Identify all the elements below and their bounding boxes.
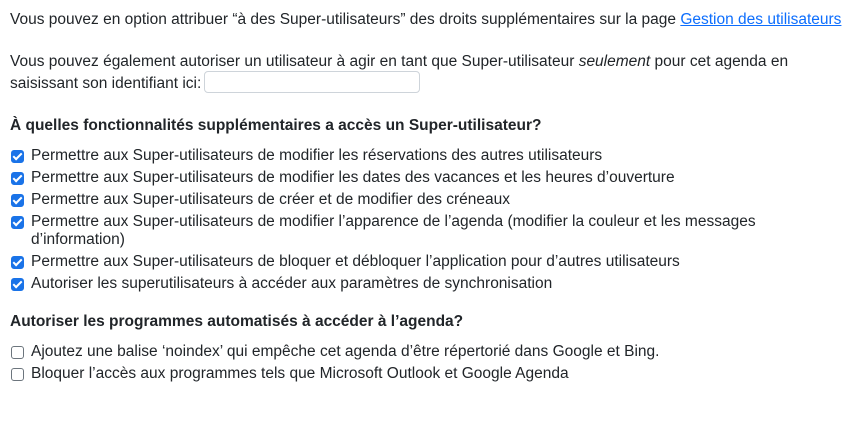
feature-option-lock-app[interactable] <box>10 253 847 271</box>
feature-option-sync-settings[interactable] <box>10 275 847 293</box>
features-heading: À quelles fonctionnalités supplémentaires a accès un Super-utilisateur? <box>10 117 542 134</box>
feature-label-edit-slots: Permettre aux Super-utilisateurs de créer et de modifier des créneaux <box>31 191 511 208</box>
feature-option-edit-appearance[interactable] <box>10 213 847 249</box>
intro-paragraph <box>10 9 847 31</box>
identifier-emphasis: seulement <box>578 53 651 70</box>
feature-option-edit-bookings[interactable] <box>10 147 847 165</box>
identifier-text-before: Vous pouvez également autoriser un utilisateur à agir en tant que Super-utilisateur <box>10 53 579 70</box>
identifier-text-after: pour cet agenda en saisissant son identifiant ici: <box>10 53 789 92</box>
feature-option-edit-holidays[interactable] <box>10 169 847 187</box>
automated-label-block-programs: Bloquer l’accès aux programmes tels que Microsoft Outlook et Google Agenda <box>31 365 569 382</box>
feature-label-sync-settings: Autoriser les superutilisateurs à accéder aux paramètres de synchronisation <box>31 275 553 292</box>
feature-checkbox-edit-slots[interactable] <box>11 194 24 207</box>
superuser-identifier-input[interactable] <box>204 71 420 93</box>
feature-label-edit-bookings: Permettre aux Super-utilisateurs de modifier les réservations des autres utilisateurs <box>31 147 603 164</box>
feature-checkbox-lock-app[interactable] <box>11 256 24 269</box>
user-management-link[interactable]: Gestion des utilisateurs <box>680 11 842 28</box>
feature-label-edit-appearance: Permettre aux Super-utilisateurs de modifier l’apparence de l’agenda (modifier la couleur et les messages d’information) <box>31 213 756 248</box>
identifier-paragraph <box>10 51 847 95</box>
feature-checkbox-edit-bookings[interactable] <box>11 150 24 163</box>
automated-heading: Autoriser les programmes automatisés à accéder à l’agenda? <box>10 313 464 330</box>
automated-options <box>10 343 847 383</box>
feature-checkbox-edit-holidays[interactable] <box>11 172 24 185</box>
automated-checkbox-block-programs[interactable] <box>11 368 24 381</box>
feature-checkbox-sync-settings[interactable] <box>11 278 24 291</box>
feature-option-edit-slots[interactable] <box>10 191 847 209</box>
automated-option-block-programs[interactable] <box>10 365 847 383</box>
feature-label-edit-holidays: Permettre aux Super-utilisateurs de modifier les dates des vacances et les heures d’ouverture <box>31 169 675 186</box>
automated-checkbox-noindex[interactable] <box>11 346 24 359</box>
feature-checkbox-edit-appearance[interactable] <box>11 216 24 229</box>
automated-option-noindex[interactable] <box>10 343 847 361</box>
features-options <box>10 147 847 293</box>
automated-label-noindex: Ajoutez une balise ‘noindex’ qui empêche cet agenda d’être répertorié dans Google et Bing. <box>31 343 660 360</box>
intro-text: Vous pouvez en option attribuer “à des Super-utilisateurs” des droits supplémentaires sur la page <box>10 11 681 28</box>
feature-label-lock-app: Permettre aux Super-utilisateurs de bloquer et débloquer l’application pour d’autres utilisateurs <box>31 253 680 270</box>
